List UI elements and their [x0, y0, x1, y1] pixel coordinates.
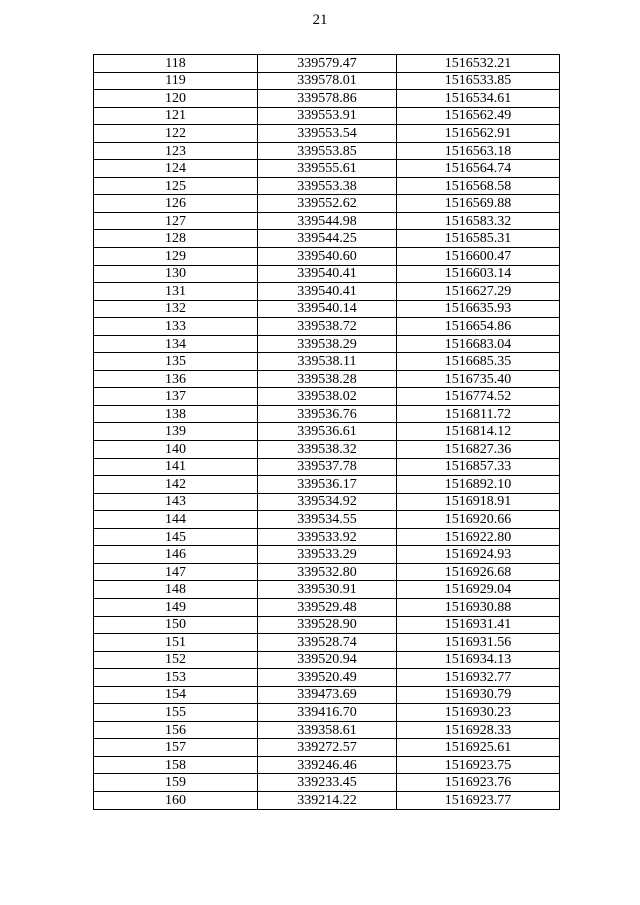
point-number-cell: 154 [94, 686, 258, 704]
y-coordinate-cell: 1516932.77 [397, 669, 560, 687]
x-coordinate-cell: 339553.91 [258, 107, 397, 125]
table-row [94, 405, 560, 423]
x-coordinate-cell: 339538.29 [258, 335, 397, 353]
point-number-cell: 143 [94, 493, 258, 511]
table-row [94, 283, 560, 301]
x-coordinate-cell: 339553.54 [258, 125, 397, 143]
y-coordinate-cell: 1516811.72 [397, 405, 560, 423]
table-row [94, 177, 560, 195]
point-number-cell: 137 [94, 388, 258, 406]
point-number-cell: 149 [94, 598, 258, 616]
table-row [94, 212, 560, 230]
y-coordinate-cell: 1516931.56 [397, 634, 560, 652]
x-coordinate-cell: 339579.47 [258, 55, 397, 73]
point-number-cell: 157 [94, 739, 258, 757]
y-coordinate-cell: 1516654.86 [397, 318, 560, 336]
table-row [94, 581, 560, 599]
x-coordinate-cell: 339544.25 [258, 230, 397, 248]
point-number-cell: 144 [94, 511, 258, 529]
y-coordinate-cell: 1516735.40 [397, 370, 560, 388]
y-coordinate-cell: 1516930.23 [397, 704, 560, 722]
point-number-cell: 127 [94, 212, 258, 230]
x-coordinate-cell: 339473.69 [258, 686, 397, 704]
table-row [94, 300, 560, 318]
x-coordinate-cell: 339530.91 [258, 581, 397, 599]
point-number-cell: 150 [94, 616, 258, 634]
x-coordinate-cell: 339544.98 [258, 212, 397, 230]
point-number-cell: 139 [94, 423, 258, 441]
y-coordinate-cell: 1516534.61 [397, 90, 560, 108]
y-coordinate-cell: 1516920.66 [397, 511, 560, 529]
point-number-cell: 136 [94, 370, 258, 388]
table-row [94, 160, 560, 178]
x-coordinate-cell: 339536.76 [258, 405, 397, 423]
y-coordinate-cell: 1516635.93 [397, 300, 560, 318]
table-row [94, 686, 560, 704]
table-row [94, 423, 560, 441]
y-coordinate-cell: 1516532.21 [397, 55, 560, 73]
table-row [94, 370, 560, 388]
table-row [94, 704, 560, 722]
point-number-cell: 125 [94, 177, 258, 195]
y-coordinate-cell: 1516585.31 [397, 230, 560, 248]
y-coordinate-cell: 1516924.93 [397, 546, 560, 564]
x-coordinate-cell: 339553.38 [258, 177, 397, 195]
x-coordinate-cell: 339214.22 [258, 791, 397, 809]
table-row [94, 388, 560, 406]
point-number-cell: 131 [94, 283, 258, 301]
table-row [94, 721, 560, 739]
x-coordinate-cell: 339555.61 [258, 160, 397, 178]
x-coordinate-cell: 339520.49 [258, 669, 397, 687]
table-row [94, 493, 560, 511]
x-coordinate-cell: 339233.45 [258, 774, 397, 792]
table-row [94, 441, 560, 459]
x-coordinate-cell: 339538.28 [258, 370, 397, 388]
x-coordinate-cell: 339578.01 [258, 72, 397, 90]
y-coordinate-cell: 1516928.33 [397, 721, 560, 739]
y-coordinate-cell: 1516600.47 [397, 248, 560, 266]
point-number-cell: 126 [94, 195, 258, 213]
point-number-cell: 119 [94, 72, 258, 90]
table-row [94, 528, 560, 546]
point-number-cell: 138 [94, 405, 258, 423]
table-row [94, 125, 560, 143]
y-coordinate-cell: 1516627.29 [397, 283, 560, 301]
point-number-cell: 159 [94, 774, 258, 792]
y-coordinate-cell: 1516583.32 [397, 212, 560, 230]
y-coordinate-cell: 1516922.80 [397, 528, 560, 546]
x-coordinate-cell: 339528.74 [258, 634, 397, 652]
x-coordinate-cell: 339529.48 [258, 598, 397, 616]
point-number-cell: 129 [94, 248, 258, 266]
table-row [94, 72, 560, 90]
x-coordinate-cell: 339536.17 [258, 476, 397, 494]
point-number-cell: 147 [94, 563, 258, 581]
x-coordinate-cell: 339533.92 [258, 528, 397, 546]
y-coordinate-cell: 1516685.35 [397, 353, 560, 371]
y-coordinate-cell: 1516562.49 [397, 107, 560, 125]
y-coordinate-cell: 1516827.36 [397, 441, 560, 459]
point-number-cell: 134 [94, 335, 258, 353]
point-number-cell: 130 [94, 265, 258, 283]
x-coordinate-cell: 339533.29 [258, 546, 397, 564]
table-row [94, 563, 560, 581]
table-row [94, 335, 560, 353]
x-coordinate-cell: 339540.41 [258, 265, 397, 283]
point-number-cell: 133 [94, 318, 258, 336]
y-coordinate-cell: 1516930.79 [397, 686, 560, 704]
y-coordinate-cell: 1516926.68 [397, 563, 560, 581]
point-number-cell: 156 [94, 721, 258, 739]
y-coordinate-cell: 1516923.76 [397, 774, 560, 792]
x-coordinate-cell: 339416.70 [258, 704, 397, 722]
y-coordinate-cell: 1516814.12 [397, 423, 560, 441]
point-number-cell: 152 [94, 651, 258, 669]
y-coordinate-cell: 1516533.85 [397, 72, 560, 90]
table-row [94, 230, 560, 248]
x-coordinate-cell: 339272.57 [258, 739, 397, 757]
page-number: 21 [312, 12, 328, 28]
point-number-cell: 135 [94, 353, 258, 371]
coordinates-table [93, 54, 560, 810]
x-coordinate-cell: 339540.60 [258, 248, 397, 266]
y-coordinate-cell: 1516568.58 [397, 177, 560, 195]
point-number-cell: 124 [94, 160, 258, 178]
y-coordinate-cell: 1516930.88 [397, 598, 560, 616]
x-coordinate-cell: 339528.90 [258, 616, 397, 634]
x-coordinate-cell: 339540.14 [258, 300, 397, 318]
point-number-cell: 155 [94, 704, 258, 722]
y-coordinate-cell: 1516774.52 [397, 388, 560, 406]
table-row [94, 791, 560, 809]
table-row [94, 90, 560, 108]
table-row [94, 195, 560, 213]
x-coordinate-cell: 339536.61 [258, 423, 397, 441]
point-number-cell: 123 [94, 142, 258, 160]
x-coordinate-cell: 339538.32 [258, 441, 397, 459]
y-coordinate-cell: 1516683.04 [397, 335, 560, 353]
x-coordinate-cell: 339538.72 [258, 318, 397, 336]
point-number-cell: 140 [94, 441, 258, 459]
table-row [94, 142, 560, 160]
y-coordinate-cell: 1516923.77 [397, 791, 560, 809]
point-number-cell: 121 [94, 107, 258, 125]
y-coordinate-cell: 1516563.18 [397, 142, 560, 160]
point-number-cell: 120 [94, 90, 258, 108]
y-coordinate-cell: 1516934.13 [397, 651, 560, 669]
y-coordinate-cell: 1516892.10 [397, 476, 560, 494]
x-coordinate-cell: 339534.92 [258, 493, 397, 511]
point-number-cell: 128 [94, 230, 258, 248]
point-number-cell: 132 [94, 300, 258, 318]
y-coordinate-cell: 1516925.61 [397, 739, 560, 757]
table-row [94, 546, 560, 564]
y-coordinate-cell: 1516564.74 [397, 160, 560, 178]
x-coordinate-cell: 339538.11 [258, 353, 397, 371]
x-coordinate-cell: 339552.62 [258, 195, 397, 213]
coordinates-table-body [94, 55, 560, 810]
y-coordinate-cell: 1516929.04 [397, 581, 560, 599]
point-number-cell: 151 [94, 634, 258, 652]
point-number-cell: 146 [94, 546, 258, 564]
y-coordinate-cell: 1516857.33 [397, 458, 560, 476]
point-number-cell: 158 [94, 756, 258, 774]
table-row [94, 634, 560, 652]
table-row [94, 458, 560, 476]
x-coordinate-cell: 339537.78 [258, 458, 397, 476]
x-coordinate-cell: 339553.85 [258, 142, 397, 160]
table-row [94, 318, 560, 336]
x-coordinate-cell: 339538.02 [258, 388, 397, 406]
table-row [94, 476, 560, 494]
y-coordinate-cell: 1516918.91 [397, 493, 560, 511]
point-number-cell: 118 [94, 55, 258, 73]
table-row [94, 756, 560, 774]
table-row [94, 265, 560, 283]
x-coordinate-cell: 339358.61 [258, 721, 397, 739]
table-row [94, 616, 560, 634]
point-number-cell: 160 [94, 791, 258, 809]
x-coordinate-cell: 339246.46 [258, 756, 397, 774]
table-row [94, 248, 560, 266]
table-row [94, 669, 560, 687]
table-row [94, 107, 560, 125]
x-coordinate-cell: 339540.41 [258, 283, 397, 301]
y-coordinate-cell: 1516562.91 [397, 125, 560, 143]
x-coordinate-cell: 339532.80 [258, 563, 397, 581]
table-row [94, 651, 560, 669]
y-coordinate-cell: 1516923.75 [397, 756, 560, 774]
table-row [94, 598, 560, 616]
table-row [94, 511, 560, 529]
y-coordinate-cell: 1516569.88 [397, 195, 560, 213]
y-coordinate-cell: 1516931.41 [397, 616, 560, 634]
point-number-cell: 145 [94, 528, 258, 546]
point-number-cell: 153 [94, 669, 258, 687]
table-row [94, 55, 560, 73]
point-number-cell: 148 [94, 581, 258, 599]
table-row [94, 774, 560, 792]
x-coordinate-cell: 339534.55 [258, 511, 397, 529]
point-number-cell: 142 [94, 476, 258, 494]
table-row [94, 353, 560, 371]
x-coordinate-cell: 339520.94 [258, 651, 397, 669]
point-number-cell: 122 [94, 125, 258, 143]
y-coordinate-cell: 1516603.14 [397, 265, 560, 283]
point-number-cell: 141 [94, 458, 258, 476]
x-coordinate-cell: 339578.86 [258, 90, 397, 108]
table-row [94, 739, 560, 757]
